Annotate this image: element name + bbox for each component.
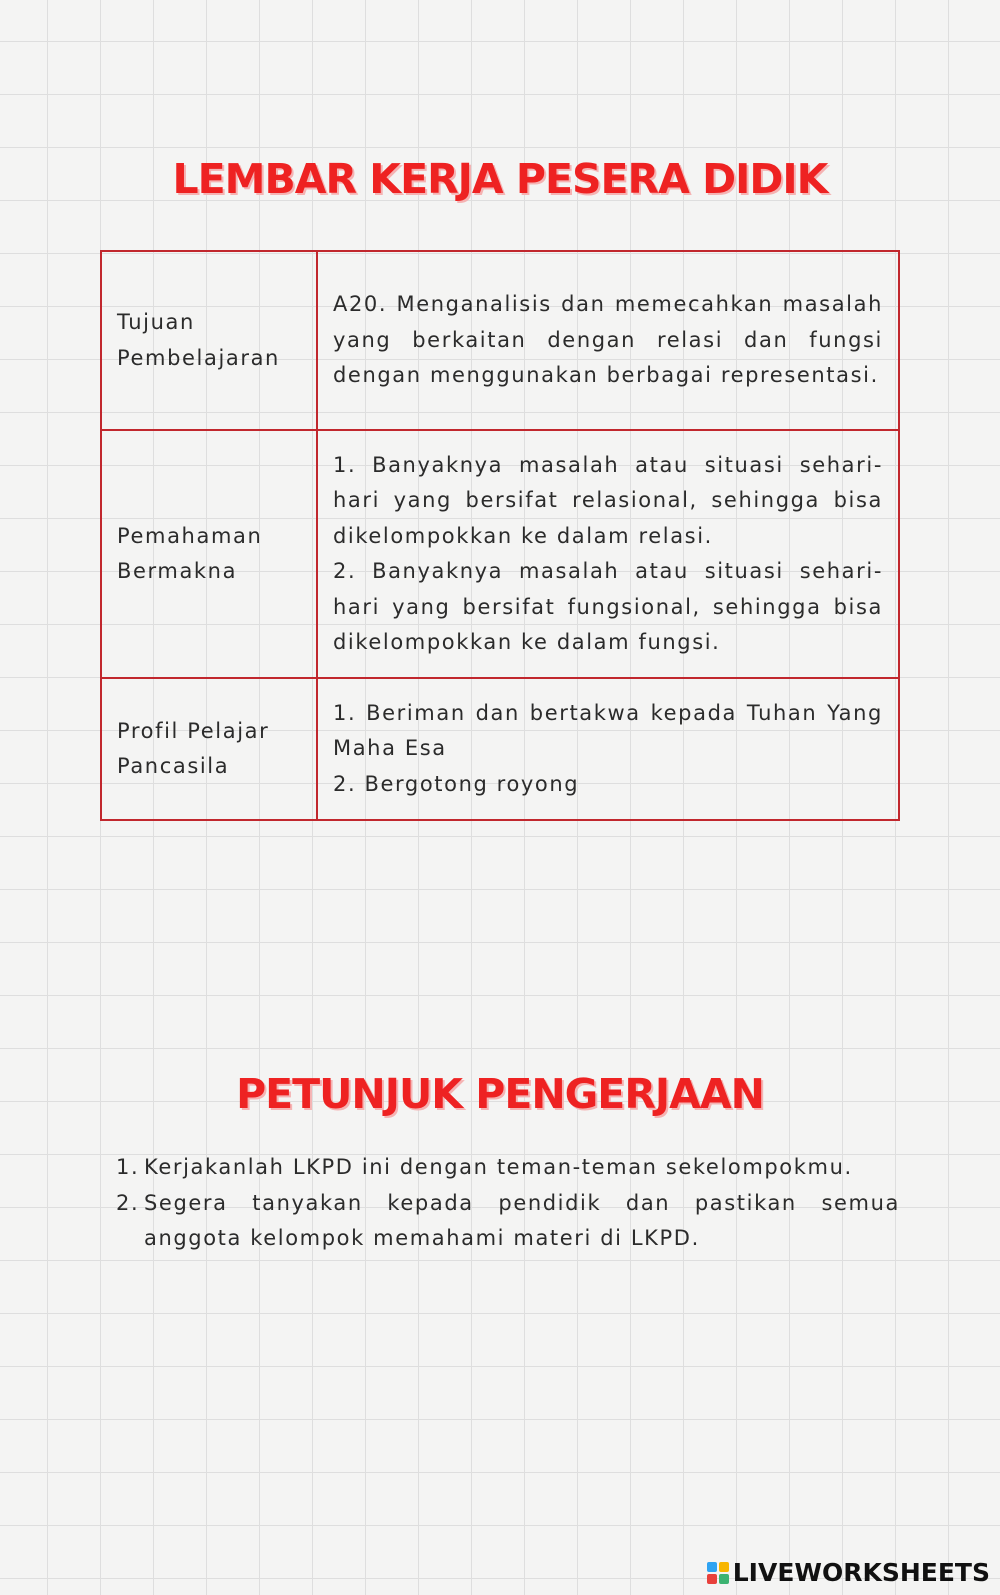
liveworksheets-logo-icon (707, 1562, 729, 1584)
row-label-profil (101, 678, 317, 820)
list-item-text: Kerjakanlah LKPD ini dengan teman-teman sekelompokmu. (144, 1155, 853, 1179)
content-paragraph: 2. Banyaknya masalah atau situasi sehari-hari yang bersifat fungsional, sehingga bisa dikelompokkan ke dalam fungsi. (333, 559, 883, 654)
content-paragraph: 1. Banyaknya masalah atau situasi sehari-hari yang bersifat relasional, sehingga bisa dikelompokkan ke dalam relasi. (333, 452, 883, 548)
instructions-title: PETUNJUK PENGERJAAN (236, 1070, 764, 1118)
logo-square-green (719, 1574, 729, 1584)
table-row (101, 430, 899, 678)
learning-info-table (100, 250, 900, 821)
row-label-line: Pembelajaran (117, 345, 280, 370)
row-label-tujuan (101, 251, 317, 430)
worksheet-title: LEMBAR KERJA PESERA DIDIK (172, 155, 828, 203)
content-paragraph: 1. Beriman dan bertakwa kepada Tuhan Yang Maha Esa (333, 700, 883, 761)
row-content-tujuan (317, 251, 899, 430)
table-row (101, 251, 899, 430)
table-row (101, 678, 899, 820)
list-item (116, 1150, 900, 1186)
row-label-pemahaman (101, 430, 317, 678)
logo-square-blue (707, 1562, 717, 1572)
list-item-number: 2. (116, 1190, 140, 1215)
row-label-line: Pemahaman (117, 523, 263, 548)
row-content-profil (317, 678, 899, 820)
content-paragraph: 2. Bergotong royong (333, 771, 580, 796)
row-label-line: Pancasila (117, 754, 230, 778)
row-label-line: Bermakna (117, 559, 238, 583)
row-label-line: Tujuan (117, 310, 195, 334)
row-label-line: Profil Pelajar (117, 718, 270, 743)
logo-square-yellow (719, 1562, 729, 1572)
logo-text: LIVEWORKSHEETS (732, 1558, 990, 1587)
content-paragraph: A20. Menganalisis dan memecahkan masalah yang berkaitan dengan relasi dan fungsi dengan menggunakan berbagai representasi. (333, 292, 883, 388)
instructions-list (116, 1150, 900, 1257)
list-item (116, 1186, 900, 1257)
logo-square-red (707, 1574, 717, 1584)
row-content-pemahaman (317, 430, 899, 678)
liveworksheets-logo[interactable] (707, 1558, 990, 1587)
list-item-text: Segera tanyakan kepada pendidik dan pastikan semua anggota kelompok memahami materi di LKPD. (144, 1190, 900, 1250)
list-item-number: 1. (116, 1155, 140, 1179)
